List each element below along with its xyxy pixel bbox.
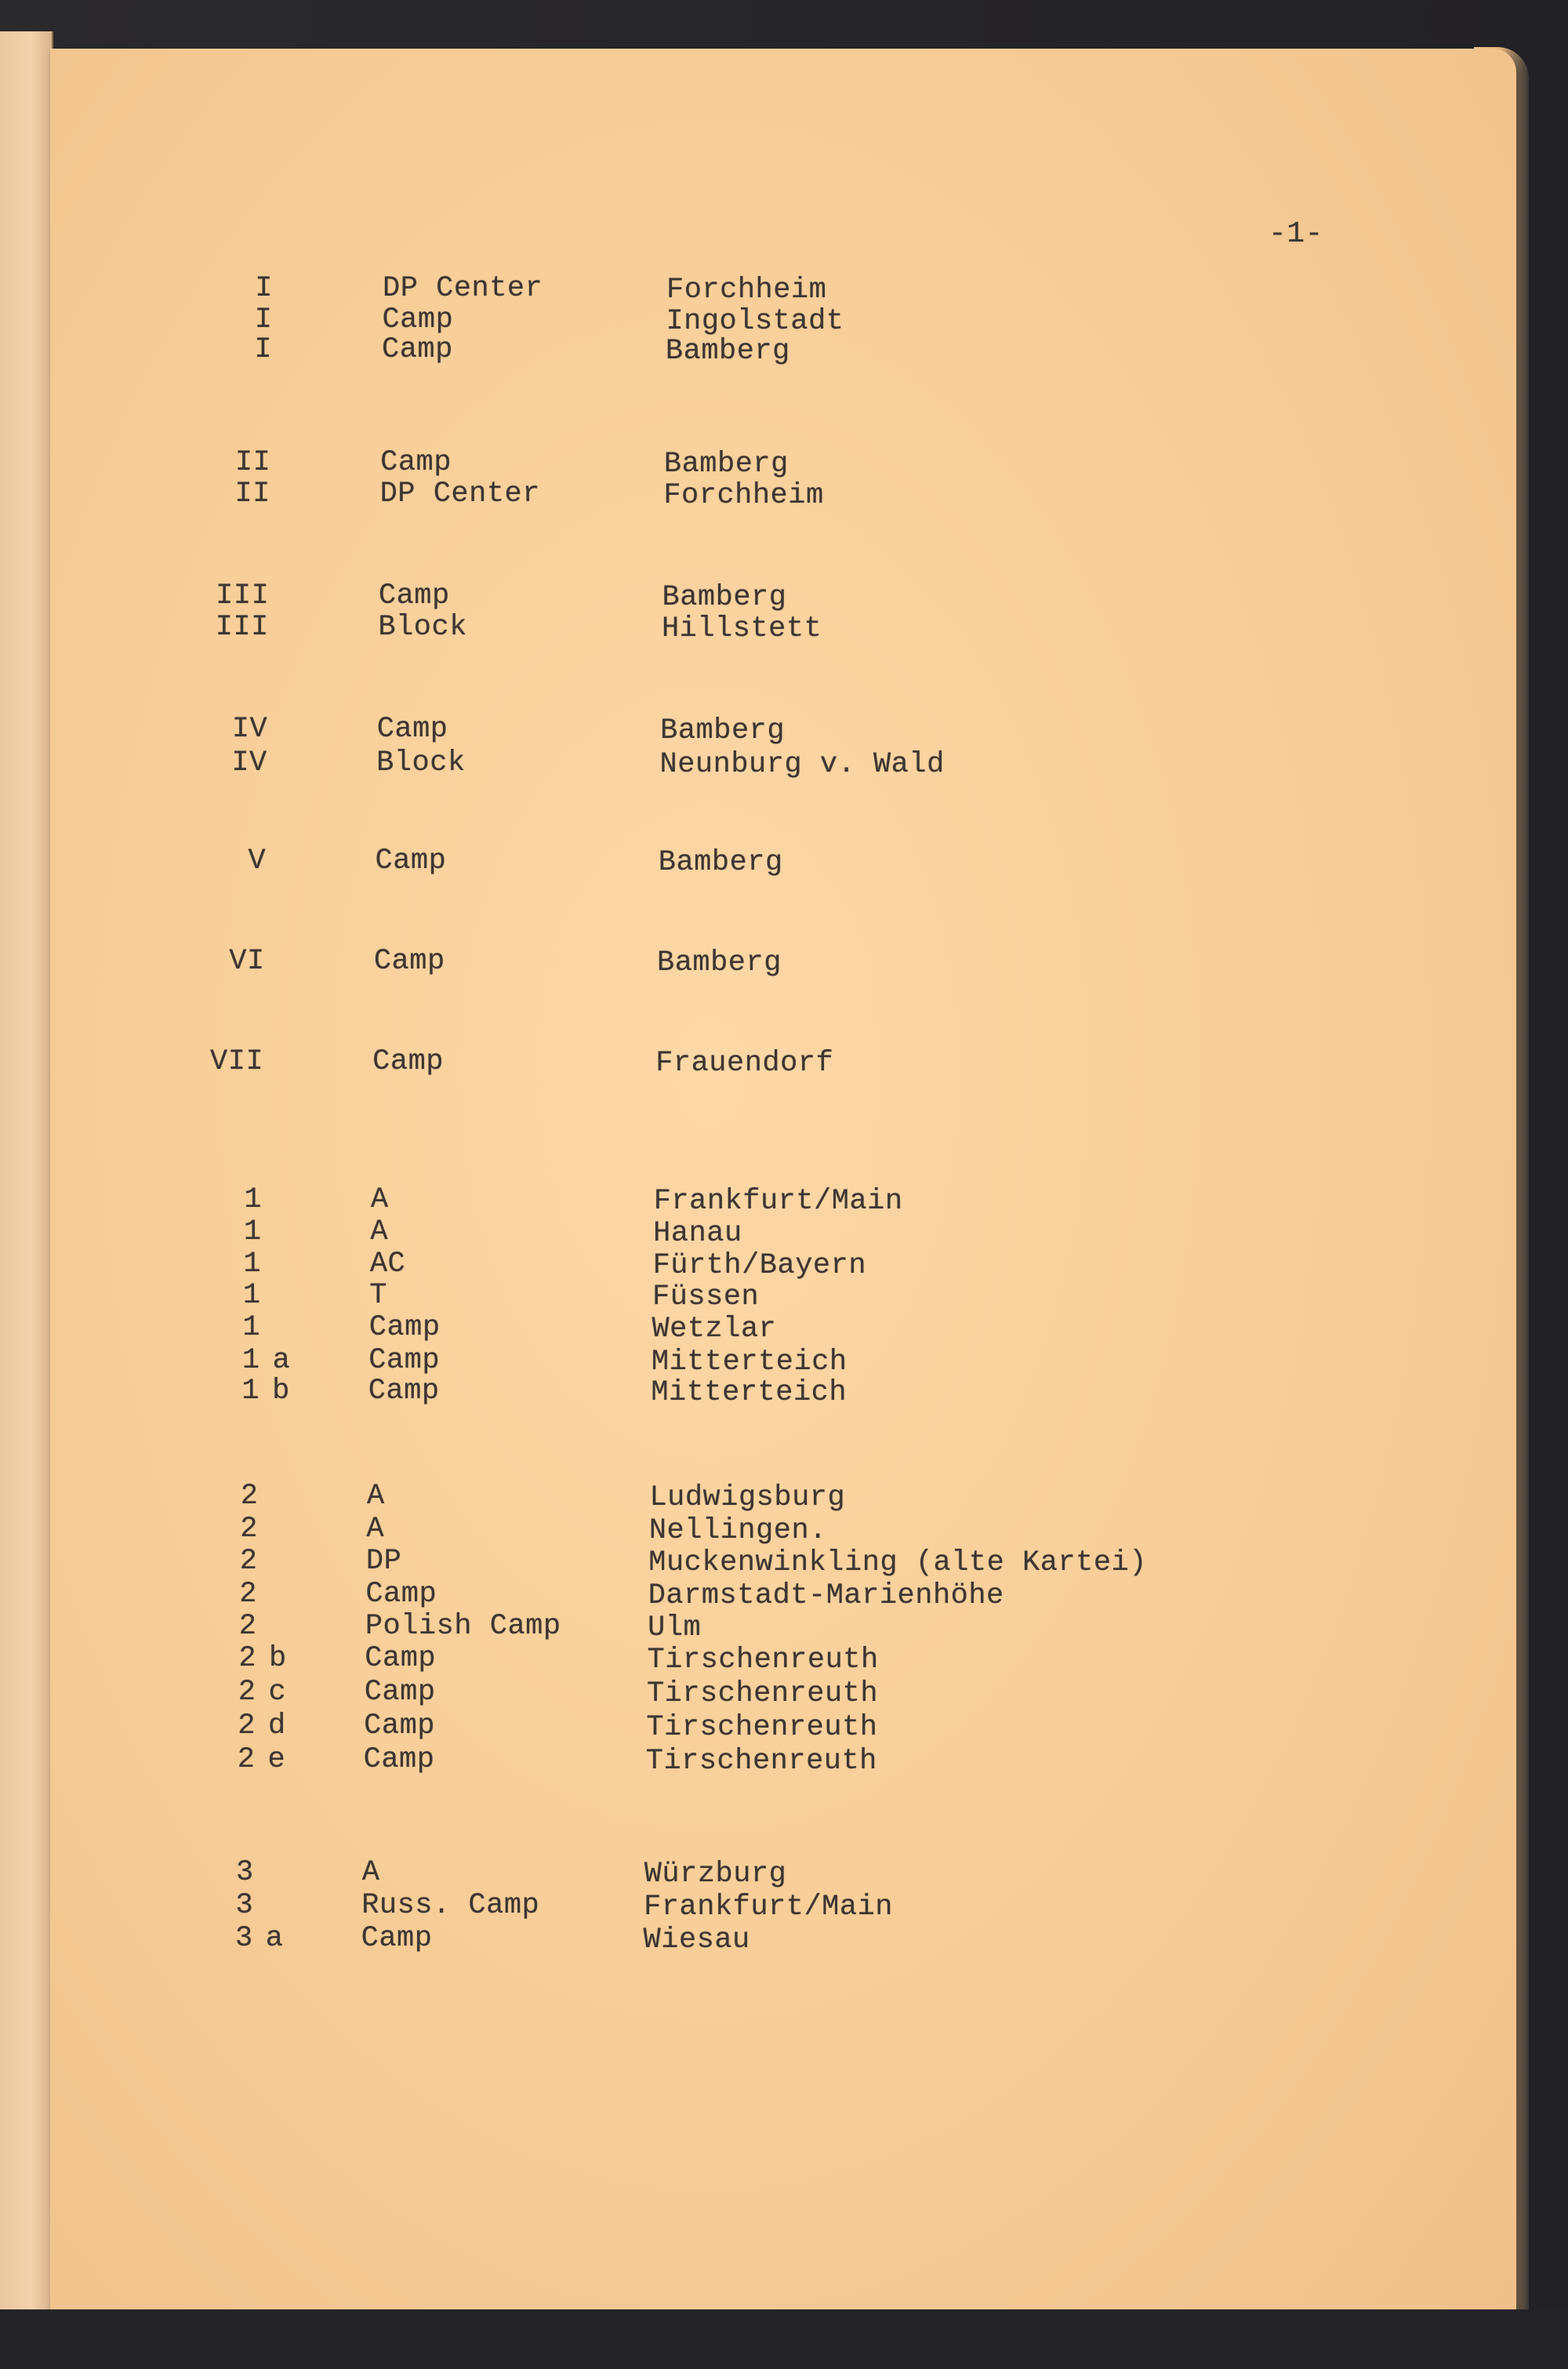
entry-type: AC [369, 1248, 406, 1281]
entry-type: Camp [365, 1642, 437, 1675]
entry-number: 3 [235, 1922, 253, 1955]
entry-location: Hanau [653, 1217, 742, 1250]
entry-location: Bamberg [656, 947, 782, 979]
entry-location: Fürth/Bayern [652, 1249, 867, 1282]
entry-type: Camp [364, 1676, 436, 1709]
entry-type: DP [365, 1545, 402, 1578]
entry-number: IV [231, 713, 268, 746]
entry-number: 1 [241, 1344, 260, 1377]
entry-suffix: e [267, 1743, 286, 1776]
page-number: -1- [1269, 217, 1323, 251]
entry-location: Ulm [648, 1611, 702, 1644]
entry-location: Würzburg [644, 1858, 787, 1891]
entry-number: 1 [241, 1375, 260, 1408]
entry-type: Camp [381, 333, 453, 366]
entry-location: Tirschenreuth [646, 1711, 878, 1744]
entry-type: Camp [368, 1375, 440, 1408]
entry-number: 3 [236, 1856, 254, 1889]
entry-location: Tirschenreuth [645, 1745, 877, 1778]
entry-suffix: c [268, 1676, 287, 1709]
entry-suffix: a [272, 1344, 291, 1377]
entry-location: Tirschenreuth [647, 1644, 879, 1677]
entry-type: Camp [363, 1743, 435, 1776]
entry-location: Mitterteich [651, 1346, 848, 1379]
entry-type: DP Center [379, 478, 540, 510]
entry-number: IV [231, 747, 267, 779]
entry-number: 3 [235, 1889, 254, 1922]
entry-number: 1 [243, 1248, 262, 1281]
entry-number: 2 [239, 1545, 258, 1578]
entry-location: Hillstett [661, 612, 822, 645]
entry-type: Polish Camp [365, 1610, 561, 1643]
entry-type: Block [378, 611, 467, 644]
entry-type: A [370, 1183, 389, 1216]
entry-type: Camp [380, 446, 452, 479]
entry-suffix: b [269, 1642, 287, 1675]
entry-location: Bamberg [658, 846, 783, 879]
entry-location: Tirschenreuth [646, 1677, 879, 1710]
entry-location: Ludwigsburg [649, 1481, 846, 1514]
entry-suffix: d [268, 1710, 286, 1742]
entry-type: A [361, 1856, 380, 1889]
entry-type: Camp [372, 1045, 444, 1078]
entry-type: DP Center [383, 272, 543, 305]
entry-number: I [254, 333, 273, 366]
entry-type: Camp [368, 1344, 441, 1377]
entry-type: Camp [361, 1922, 433, 1955]
entry-type: A [366, 1480, 385, 1513]
entry-location: Frauendorf [655, 1047, 834, 1080]
entry-type: Camp [378, 580, 450, 612]
entry-type: Camp [376, 713, 448, 746]
entry-number: 2 [240, 1513, 259, 1546]
entry-number: I [254, 303, 273, 336]
entry-location: Frankfurt/Main [644, 1891, 893, 1924]
entry-location: Bamberg [665, 335, 790, 368]
entry-location: Muckenwinkling (alte Kartei) [648, 1546, 1147, 1579]
entry-location: Wiesau [643, 1924, 750, 1957]
entry-suffix: a [265, 1922, 284, 1955]
entry-number: 1 [242, 1311, 261, 1344]
entry-location: Neunburg v. Wald [659, 748, 945, 781]
entry-type: Camp [365, 1578, 437, 1611]
entry-location: Forchheim [663, 479, 824, 512]
entry-number: VII [210, 1045, 264, 1078]
entry-number: 1 [243, 1215, 262, 1248]
entry-number: VI [229, 945, 265, 978]
entry-location: Frankfurt/Main [653, 1185, 903, 1218]
entry-number: 2 [238, 1642, 257, 1675]
entry-number: 2 [238, 1676, 256, 1709]
entry-type: Camp [364, 1710, 435, 1742]
entry-number: V [248, 845, 267, 877]
entry-location: Bamberg [663, 448, 789, 481]
entry-location: Mitterteich [651, 1376, 848, 1409]
entry-number: III [216, 580, 270, 612]
entry-number: 2 [237, 1743, 256, 1776]
entry-location: Forchheim [666, 274, 827, 307]
entry-type: Camp [368, 1311, 441, 1344]
entry-number: 1 [244, 1183, 263, 1216]
entry-type: Camp [382, 303, 454, 336]
left-page-edge [0, 31, 53, 2321]
entry-number: I [255, 272, 273, 305]
entry-type: T [369, 1279, 388, 1312]
entry-location: Nellingen. [648, 1514, 827, 1547]
entry-location: Darmstadt-Marienhöhe [648, 1579, 1004, 1612]
entry-number: 2 [239, 1578, 258, 1611]
entry-number: 2 [238, 1610, 257, 1643]
entry-location: Bamberg [662, 581, 787, 614]
entry-number: II [234, 478, 270, 510]
entry-location: Ingolstadt [666, 305, 844, 338]
bottom-shadow [0, 2309, 1568, 2369]
entry-number: 1 [242, 1279, 261, 1312]
entry-type: A [370, 1215, 389, 1248]
entry-number: II [234, 446, 271, 479]
entry-location: Bamberg [660, 714, 786, 747]
entry-number: III [215, 611, 269, 644]
entry-type: Camp [375, 845, 447, 877]
entry-type: Block [376, 747, 466, 779]
entry-location: Wetzlar [652, 1313, 777, 1346]
entry-type: Camp [373, 945, 445, 978]
entry-location: Füssen [652, 1281, 760, 1313]
entry-type: A [366, 1513, 385, 1546]
entry-suffix: b [272, 1375, 290, 1408]
entry-number: 2 [240, 1480, 259, 1513]
entry-type: Russ. Camp [361, 1889, 540, 1922]
entry-number: 2 [238, 1710, 256, 1742]
